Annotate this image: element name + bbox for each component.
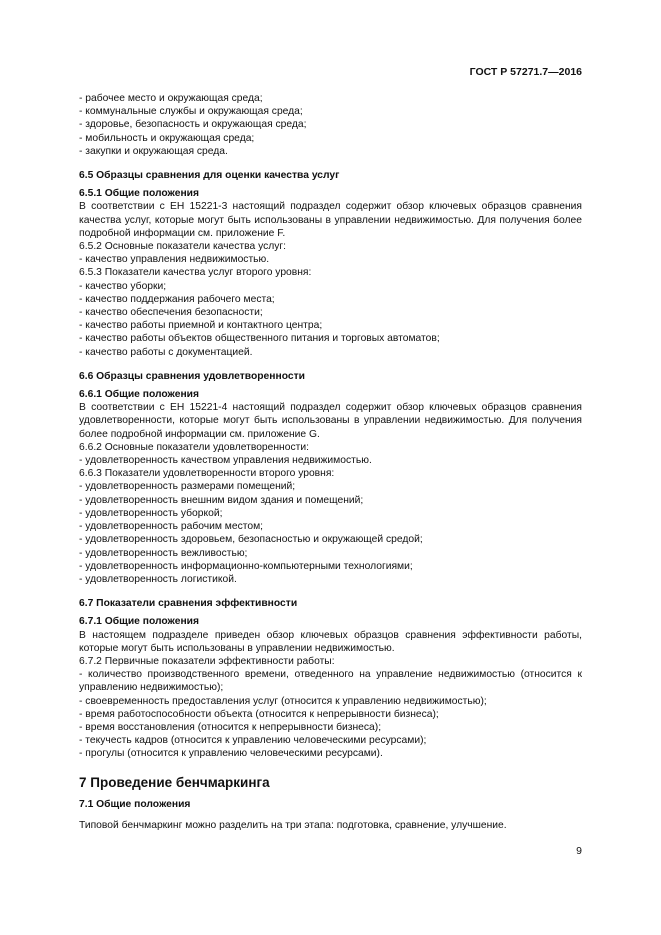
section-heading-6-7: 6.7 Показатели сравнения эффективности xyxy=(79,598,298,610)
list-item: - удовлетворенность здоровьем, безопасностью и окружающей средой; xyxy=(79,534,423,546)
list-item: - закупки и окружающая среда. xyxy=(79,145,228,157)
list-item: - прогулы (относится к управлению человеческими ресурсами). xyxy=(79,748,383,760)
list-item: - своевременность предоставления услуг (относится к управлению недвижимостью); xyxy=(79,695,487,707)
clause-6-7-2: 6.7.2 Первичные показатели эффективности работы: xyxy=(79,655,335,667)
list-item: - удовлетворенность уборкой; xyxy=(79,507,223,519)
list-item: - удовлетворенность размерами помещений; xyxy=(79,481,296,493)
document-header: ГОСТ Р 57271.7—2016 xyxy=(469,66,582,78)
clause-6-6-3: 6.6.3 Показатели удовлетворенности второго уровня: xyxy=(79,468,335,480)
list-item: - время работоспособности объекта (относится к непрерывности бизнеса); xyxy=(79,708,439,720)
paragraph-text: В соответствии с ЕН 15221-3 настоящий подраздел содержит обзор ключевых образцов сравнения качества услуг, которые могут быть использованы в управлении недвижимостью. Для получения более подробной информации см. приложение F. xyxy=(79,201,582,239)
list-item: - мобильность и окружающая среда; xyxy=(79,132,255,144)
list-item: - качество уборки; xyxy=(79,280,167,292)
list-item: - качество работы с документацией. xyxy=(79,346,253,358)
subsection-heading-6-5-1: 6.5.1 Общие положения xyxy=(79,188,199,200)
list-item: - качество управления недвижимостью. xyxy=(79,254,270,266)
page-content xyxy=(79,92,582,832)
list-item: - удовлетворенность качеством управления недвижимостью. xyxy=(79,455,372,467)
clause-6-5-2: 6.5.2 Основные показатели качества услуг: xyxy=(79,241,287,253)
list-item: - удовлетворенность информационно-компьютерными технологиями; xyxy=(79,560,413,572)
list-item: - качество работы приемной и контактного центра; xyxy=(79,320,323,332)
list-item: - удовлетворенность логистикой. xyxy=(79,573,237,585)
subsection-heading-7-1: 7.1 Общие положения xyxy=(79,798,191,810)
list-item: - время восстановления (относится к непрерывности бизнеса); xyxy=(79,721,382,733)
list-item: - удовлетворенность вежливостью; xyxy=(79,547,248,559)
list-item: - коммунальные службы и окружающая среда; xyxy=(79,106,303,118)
clause-6-6-2: 6.6.2 Основные показатели удовлетворенности: xyxy=(79,441,309,453)
subsection-heading-6-6-1: 6.6.1 Общие положения xyxy=(79,389,199,401)
clause-6-5-3: 6.5.3 Показатели качества услуг второго уровня: xyxy=(79,267,312,279)
chapter-heading-7: 7 Проведение бенчмаркинга xyxy=(79,774,270,790)
list-item: - количество производственного времени, отведенного на управление недвижимостью (относится к управлению недвижимостью); xyxy=(79,669,582,694)
paragraph-6-7-1: В настоящем подразделе приведен обзор ключевых образцов сравнения эффективности работы, которые могут быть использованы в управлении недвижимостью. xyxy=(79,629,582,654)
paragraph-7-1: Типовой бенчмаркинг можно разделить на три этапа: подготовка, сравнение, улучшение. xyxy=(79,819,507,831)
subsection-heading-6-7-1: 6.7.1 Общие положения xyxy=(79,616,199,628)
list-item: - качество работы объектов общественного питания и торговых автоматов; xyxy=(79,333,440,345)
list-item: - удовлетворенность рабочим местом; xyxy=(79,521,264,533)
section-heading-6-6: 6.6 Образцы сравнения удовлетворенности xyxy=(79,370,305,382)
section-heading-6-5: 6.5 Образцы сравнения для оценки качества услуг xyxy=(79,170,340,182)
list-item: - текучесть кадров (относится к управлению человеческими ресурсами); xyxy=(79,735,427,747)
list-item: - качество поддержания рабочего места; xyxy=(79,293,275,305)
list-item: - качество обеспечения безопасности; xyxy=(79,307,263,319)
list-item: - рабочее место и окружающая среда; xyxy=(79,93,263,104)
paragraph-6-5-1 xyxy=(79,200,582,240)
intro-list xyxy=(79,92,582,158)
paragraph-6-6-1: В соответствии с ЕН 15221-4 настоящий подраздел содержит обзор ключевых образцов сравнения удовлетворенности, которые могут быть использованы в управлении недвижимостью. Для получения более подробной информации см. приложение G. xyxy=(79,402,582,440)
page-number: 9 xyxy=(576,845,582,857)
list-item: - здоровье, безопасность и окружающая среда; xyxy=(79,119,307,131)
list-item: - удовлетворенность внешним видом здания и помещений; xyxy=(79,494,364,506)
